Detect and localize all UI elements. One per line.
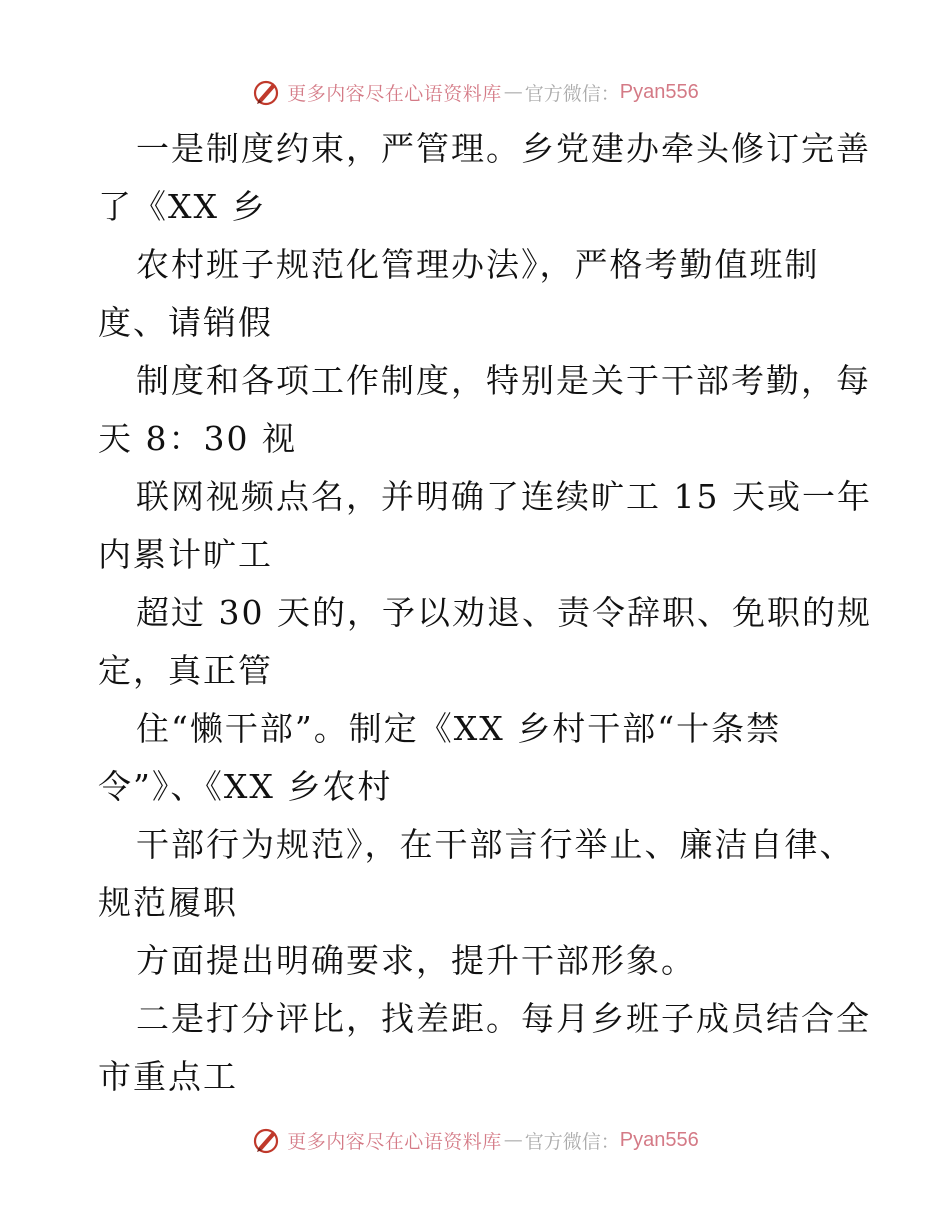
text-line: 二是打分评比，找差距。每月乡班子成员结合全 bbox=[136, 999, 871, 1038]
text-line: 天 8：30 视 bbox=[98, 419, 297, 458]
text-line: 规范履职 bbox=[98, 883, 238, 922]
text-line: 一是制度约束，严管理。乡党建办牵头修订完善 bbox=[136, 129, 871, 168]
watermark-separator: — bbox=[503, 1129, 523, 1151]
watermark-text: 更多内容尽在心语资料库 bbox=[287, 82, 502, 105]
document-body bbox=[98, 120, 872, 1106]
text-line: 方面提出明确要求，提升干部形象。 bbox=[136, 941, 696, 980]
text-line: 联网视频点名，并明确了连续旷工 15 天或一年 bbox=[136, 477, 872, 516]
watermark-wechat-label: 官方微信： bbox=[524, 1130, 620, 1153]
watermark-separator: — bbox=[503, 81, 523, 103]
footer-watermark bbox=[0, 1120, 950, 1160]
watermark-wechat-id: Pyan556 bbox=[619, 80, 699, 103]
text-line: 超过 30 天的，予以劝退、责令辞职、免职的规 bbox=[136, 593, 872, 632]
text-line: 干部行为规范》，在干部言行举止、廉洁自律、 bbox=[136, 825, 855, 864]
text-line: 度、请销假 bbox=[98, 303, 273, 342]
watermark-wechat-label: 官方微信： bbox=[524, 82, 620, 105]
text-line: 制度和各项工作制度，特别是关于干部考勤，每 bbox=[136, 361, 871, 400]
text-line: 农村班子规范化管理办法》，严格考勤值班制 bbox=[136, 245, 820, 284]
text-line: 了《XX 乡 bbox=[98, 187, 267, 226]
text-line: 令”》、《XX 乡农村 bbox=[98, 767, 393, 806]
watermark-text: 更多内容尽在心语资料库 bbox=[287, 1130, 502, 1153]
text-line: 住“懒干部”。制定《XX 乡村干部“十条禁 bbox=[136, 709, 782, 748]
text-line: 内累计旷工 bbox=[98, 535, 273, 574]
pen-logo-icon bbox=[251, 77, 281, 107]
watermark-wechat-id: Pyan556 bbox=[619, 1128, 699, 1151]
text-line: 定，真正管 bbox=[98, 651, 273, 690]
pen-logo-icon bbox=[251, 1125, 281, 1155]
header-watermark bbox=[0, 72, 950, 112]
text-line: 市重点工 bbox=[98, 1057, 238, 1096]
